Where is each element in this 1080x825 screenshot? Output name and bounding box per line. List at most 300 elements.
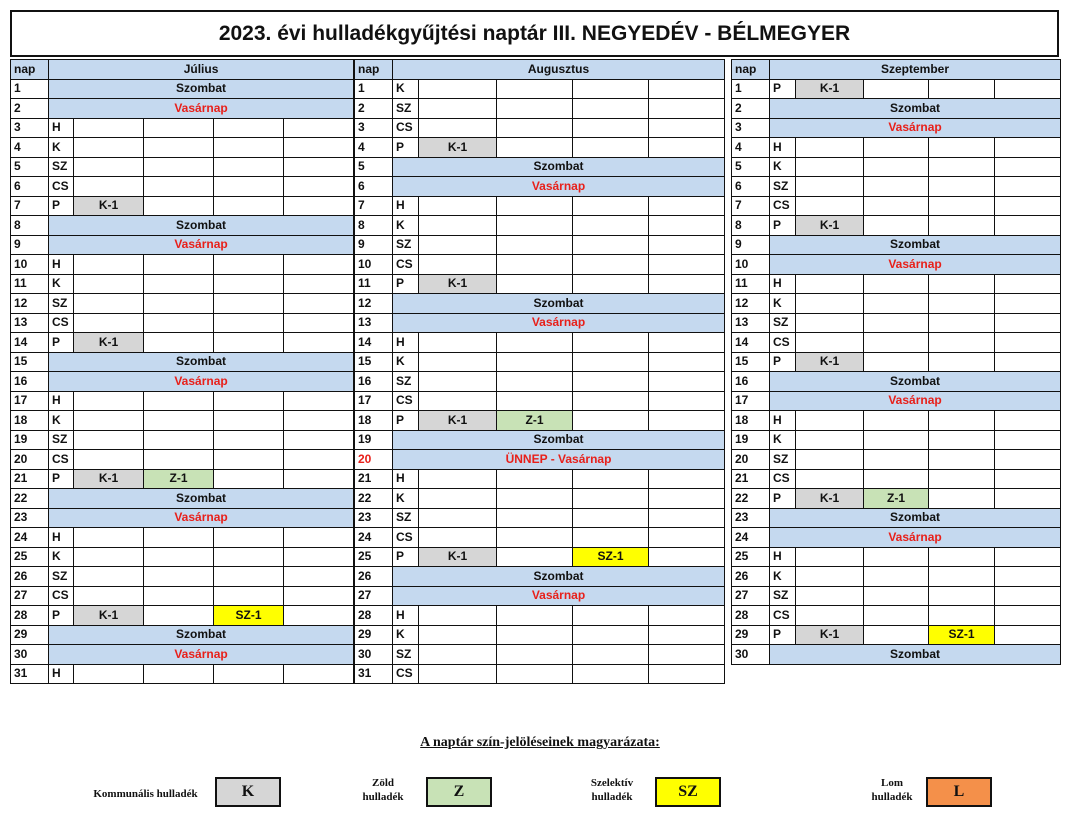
day-number: 29 [11, 625, 49, 645]
empty-cell [649, 235, 725, 255]
empty-cell [214, 430, 284, 450]
legend-label: Zöld hulladék [362, 777, 404, 803]
empty-cell [144, 391, 214, 411]
empty-cell [573, 99, 649, 119]
pickup-zold: Z-1 [497, 411, 573, 431]
empty-cell [144, 118, 214, 138]
empty-cell [864, 606, 929, 626]
legend-swatch-z: Z [426, 777, 492, 807]
day-row [355, 547, 725, 567]
pickup-kommunalis: K-1 [419, 138, 497, 158]
empty-cell [864, 313, 929, 333]
holiday-label: ÜNNEP - Vasárnap [393, 450, 725, 470]
day-number: 9 [355, 235, 393, 255]
empty-cell [864, 567, 929, 587]
day-row [732, 430, 1061, 450]
weekday-code: P [393, 547, 419, 567]
day-number: 25 [732, 547, 770, 567]
month-name: Augusztus [393, 60, 725, 80]
day-number: 21 [355, 469, 393, 489]
day-row [355, 391, 725, 411]
day-row [732, 274, 1061, 294]
day-row [11, 99, 354, 119]
day-number: 11 [355, 274, 393, 294]
weekday-code: K [770, 157, 796, 177]
empty-cell [419, 645, 497, 665]
empty-cell [995, 79, 1061, 99]
empty-cell [284, 118, 354, 138]
empty-cell [497, 274, 573, 294]
empty-cell [573, 664, 649, 684]
empty-cell [796, 138, 864, 158]
weekday-code: CS [393, 528, 419, 548]
day-number: 22 [11, 489, 49, 509]
sunday-label: Vasárnap [49, 235, 354, 255]
day-row [732, 177, 1061, 197]
weekday-code: CS [49, 177, 74, 197]
empty-cell [497, 469, 573, 489]
nap-header: nap [11, 60, 49, 80]
day-number: 30 [355, 645, 393, 665]
empty-cell [864, 586, 929, 606]
empty-cell [649, 333, 725, 353]
day-number: 12 [732, 294, 770, 314]
day-number: 5 [355, 157, 393, 177]
empty-cell [995, 489, 1061, 509]
empty-cell [929, 547, 995, 567]
day-number: 20 [732, 450, 770, 470]
day-row [355, 489, 725, 509]
empty-cell [419, 625, 497, 645]
empty-cell [649, 664, 725, 684]
empty-cell [864, 469, 929, 489]
empty-cell [929, 274, 995, 294]
day-number: 4 [355, 138, 393, 158]
day-number: 19 [11, 430, 49, 450]
empty-cell [929, 430, 995, 450]
empty-cell [497, 255, 573, 275]
empty-cell [144, 313, 214, 333]
day-row [11, 118, 354, 138]
empty-cell [864, 352, 929, 372]
empty-cell [573, 372, 649, 392]
empty-cell [74, 274, 144, 294]
empty-cell [497, 508, 573, 528]
empty-cell [214, 274, 284, 294]
empty-cell [864, 216, 929, 236]
day-row [355, 274, 725, 294]
saturday-label: Szombat [49, 489, 354, 509]
empty-cell [573, 528, 649, 548]
empty-cell [214, 411, 284, 431]
day-number: 28 [732, 606, 770, 626]
sunday-label: Vasárnap [770, 118, 1061, 138]
empty-cell [573, 118, 649, 138]
empty-cell [74, 294, 144, 314]
day-number: 15 [732, 352, 770, 372]
sunday-label: Vasárnap [393, 177, 725, 197]
day-row [355, 333, 725, 353]
day-row [11, 313, 354, 333]
weekday-code: H [770, 138, 796, 158]
month-july [10, 59, 354, 684]
empty-cell [796, 606, 864, 626]
empty-cell [284, 177, 354, 197]
saturday-label: Szombat [49, 625, 354, 645]
day-number: 27 [11, 586, 49, 606]
empty-cell [214, 294, 284, 314]
empty-cell [144, 547, 214, 567]
sunday-label: Vasárnap [49, 99, 354, 119]
empty-cell [497, 547, 573, 567]
day-number: 27 [732, 586, 770, 606]
day-number: 23 [355, 508, 393, 528]
empty-cell [284, 313, 354, 333]
day-row [11, 586, 354, 606]
empty-cell [864, 196, 929, 216]
day-number: 25 [355, 547, 393, 567]
day-number: 12 [355, 294, 393, 314]
empty-cell [929, 567, 995, 587]
day-number: 11 [11, 274, 49, 294]
day-row [732, 411, 1061, 431]
empty-cell [573, 274, 649, 294]
day-row [355, 430, 725, 450]
empty-cell [144, 294, 214, 314]
saturday-label: Szombat [393, 430, 725, 450]
empty-cell [497, 372, 573, 392]
weekday-code: SZ [393, 645, 419, 665]
day-row [732, 79, 1061, 99]
empty-cell [929, 138, 995, 158]
sunday-label: Vasárnap [49, 372, 354, 392]
empty-cell [995, 547, 1061, 567]
empty-cell [649, 216, 725, 236]
empty-cell [929, 586, 995, 606]
weekday-code: K [770, 294, 796, 314]
empty-cell [573, 411, 649, 431]
day-row [355, 118, 725, 138]
day-number: 26 [732, 567, 770, 587]
weekday-code: P [393, 411, 419, 431]
day-number: 29 [732, 625, 770, 645]
day-row [355, 313, 725, 333]
empty-cell [929, 450, 995, 470]
empty-cell [929, 489, 995, 509]
empty-cell [796, 313, 864, 333]
day-number: 4 [732, 138, 770, 158]
empty-cell [929, 294, 995, 314]
empty-cell [649, 79, 725, 99]
weekday-code: H [393, 606, 419, 626]
legend-swatch-l: L [926, 777, 992, 807]
day-number: 24 [355, 528, 393, 548]
weekday-code: H [770, 274, 796, 294]
empty-cell [74, 255, 144, 275]
weekday-code: H [49, 528, 74, 548]
day-row [11, 196, 354, 216]
empty-cell [284, 586, 354, 606]
empty-cell [419, 391, 497, 411]
weekday-code: CS [49, 450, 74, 470]
day-number: 6 [355, 177, 393, 197]
day-number: 2 [732, 99, 770, 119]
empty-cell [144, 586, 214, 606]
weekday-code: K [393, 489, 419, 509]
day-number: 19 [355, 430, 393, 450]
day-number: 30 [11, 645, 49, 665]
day-row [11, 625, 354, 645]
day-number: 8 [355, 216, 393, 236]
empty-cell [74, 411, 144, 431]
day-row [355, 567, 725, 587]
empty-cell [864, 157, 929, 177]
weekday-code: H [49, 391, 74, 411]
pickup-szelektiv: SZ-1 [573, 547, 649, 567]
empty-cell [419, 664, 497, 684]
day-number: 23 [732, 508, 770, 528]
empty-cell [995, 313, 1061, 333]
empty-cell [214, 469, 284, 489]
sunday-label: Vasárnap [393, 313, 725, 333]
day-number: 24 [11, 528, 49, 548]
empty-cell [573, 352, 649, 372]
empty-cell [995, 567, 1061, 587]
empty-cell [214, 138, 284, 158]
empty-cell [214, 528, 284, 548]
day-number: 7 [355, 196, 393, 216]
empty-cell [214, 255, 284, 275]
empty-cell [284, 547, 354, 567]
empty-cell [649, 255, 725, 275]
empty-cell [864, 547, 929, 567]
weekday-code: SZ [49, 294, 74, 314]
empty-cell [74, 547, 144, 567]
day-number: 18 [732, 411, 770, 431]
weekday-code: CS [393, 664, 419, 684]
day-row [732, 255, 1061, 275]
day-row [732, 450, 1061, 470]
weekday-code: H [393, 196, 419, 216]
empty-cell [284, 294, 354, 314]
day-row [11, 528, 354, 548]
day-row [732, 547, 1061, 567]
empty-cell [796, 586, 864, 606]
empty-cell [214, 333, 284, 353]
empty-cell [74, 157, 144, 177]
day-number: 31 [11, 664, 49, 684]
empty-cell [864, 79, 929, 99]
day-row [11, 333, 354, 353]
day-number: 28 [355, 606, 393, 626]
day-number: 14 [732, 333, 770, 353]
sunday-label: Vasárnap [393, 586, 725, 606]
empty-cell [995, 411, 1061, 431]
legend-swatch-k: K [215, 777, 281, 807]
empty-cell [214, 313, 284, 333]
day-number: 26 [355, 567, 393, 587]
weekday-code: H [393, 469, 419, 489]
day-number: 16 [355, 372, 393, 392]
day-row [11, 216, 354, 236]
empty-cell [144, 333, 214, 353]
weekday-code: K [49, 547, 74, 567]
empty-cell [573, 606, 649, 626]
day-number: 5 [732, 157, 770, 177]
empty-cell [284, 157, 354, 177]
day-row [11, 294, 354, 314]
empty-cell [419, 118, 497, 138]
empty-cell [929, 196, 995, 216]
empty-cell [929, 606, 995, 626]
page-title: 2023. évi hulladékgyűjtési naptár III. NEGYEDÉV - BÉLMEGYER [10, 10, 1059, 57]
empty-cell [144, 177, 214, 197]
day-number: 5 [11, 157, 49, 177]
day-row [732, 138, 1061, 158]
empty-cell [284, 138, 354, 158]
empty-cell [284, 469, 354, 489]
legend-label: Lom hulladék [871, 777, 913, 803]
empty-cell [74, 528, 144, 548]
day-row [11, 177, 354, 197]
day-number: 8 [11, 216, 49, 236]
empty-cell [284, 391, 354, 411]
day-row [355, 138, 725, 158]
empty-cell [864, 450, 929, 470]
day-row [355, 508, 725, 528]
day-number: 27 [355, 586, 393, 606]
saturday-label: Szombat [393, 294, 725, 314]
empty-cell [497, 391, 573, 411]
empty-cell [796, 567, 864, 587]
empty-cell [573, 469, 649, 489]
day-number: 21 [11, 469, 49, 489]
weekday-code: CS [49, 586, 74, 606]
empty-cell [74, 138, 144, 158]
day-number: 18 [355, 411, 393, 431]
day-number: 18 [11, 411, 49, 431]
day-number: 12 [11, 294, 49, 314]
empty-cell [214, 177, 284, 197]
day-row [11, 235, 354, 255]
weekday-code: SZ [770, 586, 796, 606]
month-table [354, 59, 725, 684]
pickup-kommunalis: K-1 [419, 274, 497, 294]
weekday-code: CS [770, 606, 796, 626]
day-row [11, 567, 354, 587]
pickup-kommunalis: K-1 [74, 606, 144, 626]
empty-cell [995, 333, 1061, 353]
day-row [11, 352, 354, 372]
empty-cell [796, 430, 864, 450]
pickup-kommunalis: K-1 [796, 79, 864, 99]
empty-cell [74, 177, 144, 197]
empty-cell [573, 625, 649, 645]
empty-cell [929, 177, 995, 197]
nap-header: nap [732, 60, 770, 80]
empty-cell [864, 411, 929, 431]
weekday-code: SZ [393, 99, 419, 119]
weekday-code: CS [393, 391, 419, 411]
empty-cell [74, 450, 144, 470]
day-number: 1 [355, 79, 393, 99]
empty-cell [929, 313, 995, 333]
pickup-kommunalis: K-1 [74, 469, 144, 489]
empty-cell [144, 567, 214, 587]
empty-cell [929, 411, 995, 431]
day-row [11, 372, 354, 392]
empty-cell [144, 528, 214, 548]
weekday-code: CS [393, 255, 419, 275]
empty-cell [144, 430, 214, 450]
empty-cell [796, 333, 864, 353]
weekday-code: P [770, 489, 796, 509]
nap-header: nap [355, 60, 393, 80]
day-row [11, 157, 354, 177]
day-number: 13 [355, 313, 393, 333]
weekday-code: P [770, 625, 796, 645]
empty-cell [284, 450, 354, 470]
empty-cell [214, 586, 284, 606]
month-september [731, 59, 1061, 665]
day-row [355, 352, 725, 372]
day-row [11, 138, 354, 158]
sunday-label: Vasárnap [770, 391, 1061, 411]
empty-cell [573, 645, 649, 665]
empty-cell [573, 255, 649, 275]
empty-cell [573, 216, 649, 236]
empty-cell [144, 664, 214, 684]
day-row [355, 469, 725, 489]
empty-cell [419, 606, 497, 626]
day-number: 22 [355, 489, 393, 509]
day-number: 19 [732, 430, 770, 450]
empty-cell [649, 372, 725, 392]
empty-cell [74, 430, 144, 450]
empty-cell [864, 294, 929, 314]
day-number: 6 [732, 177, 770, 197]
day-row [355, 528, 725, 548]
day-number: 17 [355, 391, 393, 411]
empty-cell [74, 391, 144, 411]
day-row [11, 450, 354, 470]
empty-cell [214, 157, 284, 177]
pickup-kommunalis: K-1 [796, 216, 864, 236]
saturday-label: Szombat [49, 352, 354, 372]
empty-cell [497, 352, 573, 372]
pickup-kommunalis: K-1 [74, 196, 144, 216]
empty-cell [419, 469, 497, 489]
empty-cell [995, 352, 1061, 372]
day-number: 8 [732, 216, 770, 236]
day-row [732, 333, 1061, 353]
sunday-label: Vasárnap [770, 528, 1061, 548]
empty-cell [649, 508, 725, 528]
empty-cell [284, 411, 354, 431]
month-name: Szeptember [770, 60, 1061, 80]
empty-cell [995, 196, 1061, 216]
empty-cell [796, 411, 864, 431]
day-number: 23 [11, 508, 49, 528]
empty-cell [649, 469, 725, 489]
empty-cell [284, 567, 354, 587]
empty-cell [144, 255, 214, 275]
empty-cell [796, 469, 864, 489]
day-number: 24 [732, 528, 770, 548]
day-row [355, 606, 725, 626]
day-number: 14 [11, 333, 49, 353]
empty-cell [419, 99, 497, 119]
